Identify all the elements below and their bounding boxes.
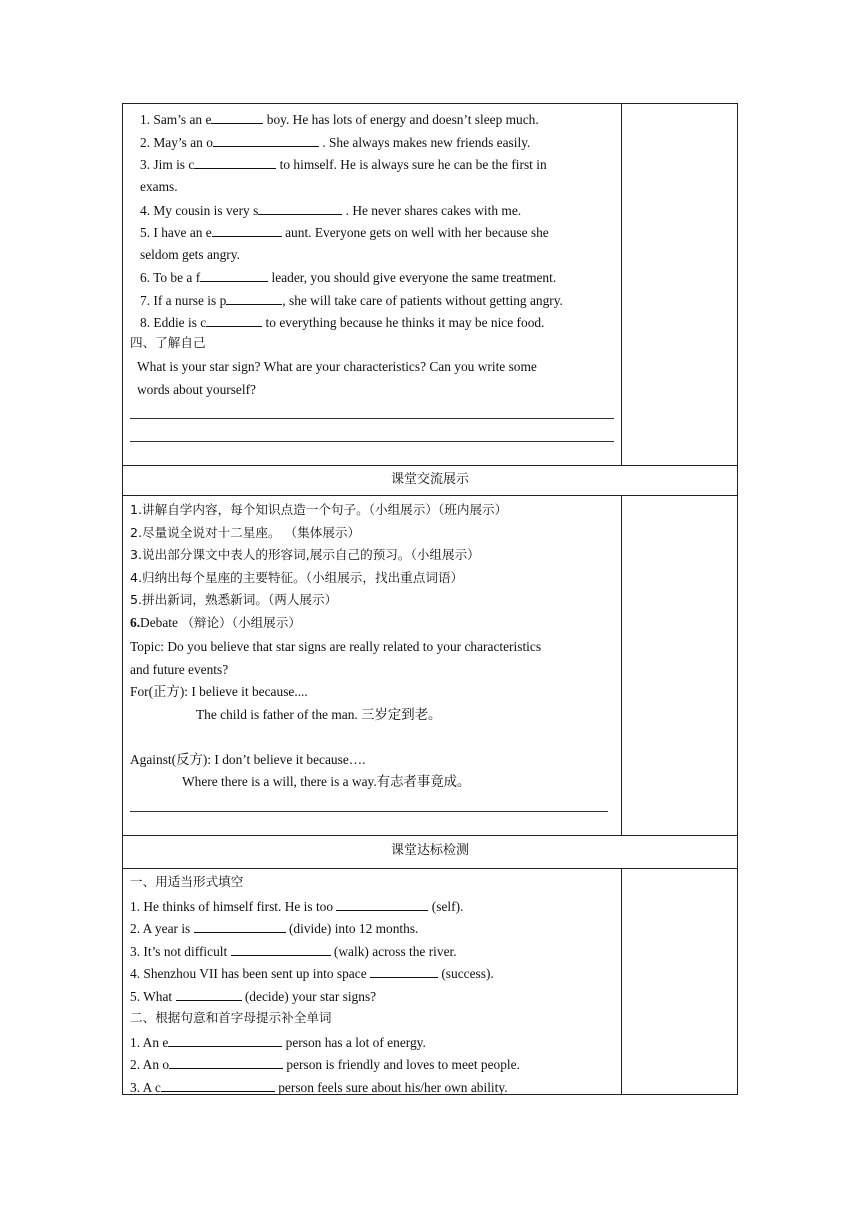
task-item: 3.说出部分课文中表人的形容词,展示自己的预习。（小组展示） bbox=[130, 547, 480, 562]
answer-blank bbox=[211, 110, 263, 124]
debate-topic: and future events? bbox=[130, 662, 229, 677]
section-header: 课堂交流展示 bbox=[390, 472, 469, 487]
exercise-item: 6. To be a f leader, you should give everyone the same treatment. bbox=[140, 270, 557, 285]
task-item: 6.Debate （辩论）（小组展示） bbox=[130, 615, 301, 630]
question-text: words about yourself? bbox=[137, 382, 256, 397]
row-divider bbox=[122, 465, 738, 466]
task-item: 2.尽量说全说对十二星座。 （集体展示） bbox=[130, 525, 361, 540]
fill-item: 5. What (decide) your star signs? bbox=[130, 989, 377, 1004]
task-item: 5.拼出新词，熟悉新词。（两人展示） bbox=[130, 592, 338, 607]
answer-blank bbox=[176, 987, 242, 1001]
exercise-item: 1. Sam’s an e boy. He has lots of energy and doesn’t sleep much. bbox=[140, 112, 539, 127]
exercise-cell bbox=[122, 103, 621, 465]
exercise-item: 2. May’s an o . She always makes new friends easily. bbox=[140, 135, 531, 150]
task-item: 4.归纳出每个星座的主要特征。（小组展示，找出重点词语） bbox=[130, 570, 464, 585]
debate-topic: Topic: Do you believe that star signs are really related to your characteristics bbox=[130, 639, 542, 654]
question-text: What is your star sign? What are your characteristics? Can you write some bbox=[137, 359, 537, 374]
answer-blank bbox=[161, 1078, 275, 1092]
section-heading: 二、根据句意和首字母提示补全单词 bbox=[130, 1010, 332, 1025]
answer-blank bbox=[168, 1033, 282, 1047]
answer-blank bbox=[169, 1055, 283, 1069]
word-item: 2. An o person is friendly and loves to meet people. bbox=[130, 1057, 520, 1072]
fill-item: 4. Shenzhou VII has been sent up into space (success). bbox=[130, 966, 494, 981]
answer-blank bbox=[212, 223, 282, 237]
table-border-right bbox=[737, 103, 738, 1095]
worksheet-table bbox=[122, 103, 738, 1095]
row-divider bbox=[122, 835, 738, 836]
fill-item: 2. A year is (divide) into 12 months. bbox=[130, 921, 419, 936]
column-divider bbox=[621, 103, 622, 465]
answer-blank bbox=[194, 155, 276, 169]
word-item: 1. An e person has a lot of energy. bbox=[130, 1035, 426, 1050]
answer-blank bbox=[231, 942, 331, 956]
exercise-item: 4. My cousin is very s . He never shares cakes with me. bbox=[140, 203, 522, 218]
column-divider bbox=[621, 868, 622, 1095]
writing-line bbox=[130, 418, 614, 419]
word-item: 3. A c person feels sure about his/her own ability. bbox=[130, 1080, 508, 1095]
debate-saying: Where there is a will, there is a way.有志者事竟成。 bbox=[182, 774, 471, 789]
section-heading: 四、了解自己 bbox=[130, 335, 206, 350]
section-heading: 一、用适当形式填空 bbox=[130, 874, 244, 889]
answer-blank bbox=[258, 201, 342, 215]
section-header: 课堂达标检测 bbox=[390, 843, 469, 858]
writing-line bbox=[130, 811, 608, 812]
answer-blank bbox=[370, 964, 438, 978]
answer-blank bbox=[200, 268, 268, 282]
task-item: 1.讲解自学内容，每个知识点造一个句子。（小组展示）（班内展示） bbox=[130, 502, 508, 517]
writing-line bbox=[130, 441, 614, 442]
fill-item: 1. He thinks of himself first. He is too (self). bbox=[130, 899, 464, 914]
answer-blank bbox=[206, 313, 262, 327]
answer-blank bbox=[226, 291, 282, 305]
debate-for: For(正方): I believe it because.... bbox=[130, 684, 308, 699]
fill-item: 3. It’s not difficult (walk) across the river. bbox=[130, 944, 457, 959]
exercise-item: 5. I have an e aunt. Everyone gets on well with her because she bbox=[140, 225, 549, 240]
exercise-item-continued: exams. bbox=[140, 179, 178, 194]
column-divider bbox=[621, 495, 622, 835]
answer-blank bbox=[194, 919, 286, 933]
debate-saying: The child is father of the man. 三岁定到老。 bbox=[196, 707, 442, 722]
presentation-cell bbox=[122, 495, 621, 835]
test-cell bbox=[122, 868, 621, 1095]
exercise-item-continued: seldom gets angry. bbox=[140, 247, 240, 262]
exercise-item: 8. Eddie is c to everything because he thinks it may be nice food. bbox=[140, 315, 545, 330]
answer-blank bbox=[213, 133, 319, 147]
debate-against: Against(反方): I don’t believe it because…. bbox=[130, 752, 366, 767]
exercise-item: 7. If a nurse is p , she will take care of patients without getting angry. bbox=[140, 293, 563, 308]
answer-blank bbox=[336, 897, 428, 911]
exercise-item: 3. Jim is c to himself. He is always sure he can be the first in bbox=[140, 157, 547, 172]
